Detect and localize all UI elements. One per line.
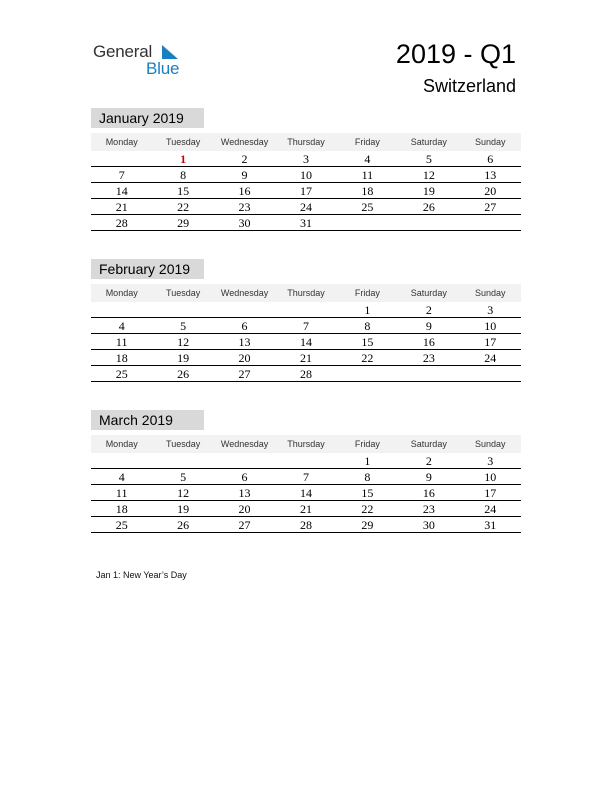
day-cell: 14	[115, 184, 128, 198]
day-cell	[91, 151, 152, 166]
weekday-header: Thursday	[287, 288, 325, 298]
day-cell: 10	[299, 168, 312, 182]
week-row	[91, 517, 521, 533]
day-cell: 29	[361, 518, 374, 532]
weekday-header: Wednesday	[220, 137, 269, 147]
week-row	[91, 350, 521, 366]
day-cell	[337, 366, 398, 381]
day-cell: 22	[361, 502, 374, 516]
generalblue-logo	[93, 42, 193, 78]
logo-text-general: General	[93, 42, 153, 61]
weekday-header: Tuesday	[166, 288, 201, 298]
day-cell: 20	[484, 184, 497, 198]
week-row	[91, 469, 521, 485]
day-cell: 4	[118, 319, 125, 333]
day-cell: 24	[299, 200, 312, 214]
day-cell: 21	[115, 200, 128, 214]
day-cell: 23	[422, 351, 435, 365]
holiday-notes	[96, 570, 187, 580]
day-cell: 7	[302, 470, 309, 484]
day-cell: 17	[484, 486, 497, 500]
day-cell: 6	[487, 152, 494, 166]
day-cell: 2	[425, 454, 432, 468]
day-cell: 27	[484, 200, 497, 214]
day-cell: 9	[425, 319, 432, 333]
weekday-header: Saturday	[410, 288, 447, 298]
page-title: 2019 - Q1	[395, 39, 516, 69]
day-cell	[337, 215, 398, 230]
day-cell: 8	[180, 168, 187, 182]
day-cell: 8	[364, 470, 371, 484]
day-cell	[398, 215, 459, 230]
week-row	[91, 183, 521, 199]
day-cell: 6	[241, 470, 248, 484]
day-cell: 25	[361, 200, 374, 214]
day-cell	[275, 302, 336, 317]
day-cell: 21	[299, 502, 312, 516]
day-cell	[152, 453, 213, 468]
day-cell: 15	[361, 486, 374, 500]
day-cell: 2	[241, 152, 248, 166]
day-cell: 12	[177, 486, 190, 500]
day-cell: 5	[180, 470, 187, 484]
day-cell: 18	[361, 184, 374, 198]
week-row	[91, 318, 521, 334]
weekday-header: Sunday	[474, 439, 506, 449]
day-cell: 27	[238, 367, 251, 381]
day-cell: 8	[364, 319, 371, 333]
day-cell: 16	[422, 335, 435, 349]
day-cell: 31	[484, 518, 497, 532]
day-cell	[275, 453, 336, 468]
logo-triangle-icon	[162, 45, 178, 59]
day-cell: 19	[422, 184, 435, 198]
month-label: January 2019	[91, 108, 204, 128]
day-cell: 30	[422, 518, 435, 532]
day-cell: 30	[238, 216, 251, 230]
weekday-header: Monday	[105, 137, 138, 147]
day-cell: 21	[299, 351, 312, 365]
day-cell: 9	[425, 470, 432, 484]
weekday-header: Monday	[105, 439, 138, 449]
day-cell: 12	[177, 335, 190, 349]
weekday-header: Friday	[354, 137, 380, 147]
day-cell: 19	[177, 502, 190, 516]
day-cell: 5	[180, 319, 187, 333]
day-cell: 13	[238, 486, 251, 500]
day-cell: 9	[241, 168, 248, 182]
day-cell: 27	[238, 518, 251, 532]
month-block-february	[91, 259, 521, 382]
day-cell: 26	[177, 518, 190, 532]
day-cell: 4	[118, 470, 125, 484]
weekday-header: Wednesday	[220, 439, 269, 449]
day-cell: 4	[364, 152, 371, 166]
day-cell: 26	[422, 200, 435, 214]
day-cell: 15	[361, 335, 374, 349]
day-cell: 13	[484, 168, 497, 182]
week-row	[91, 215, 521, 231]
weekday-header: Friday	[354, 439, 380, 449]
day-cell: 28	[299, 367, 312, 381]
day-cell: 1	[364, 303, 371, 317]
day-cell	[152, 302, 213, 317]
week-row	[91, 167, 521, 183]
day-cell: 26	[177, 367, 190, 381]
weekday-header: Wednesday	[220, 288, 269, 298]
day-cell: 17	[299, 184, 312, 198]
week-row	[91, 501, 521, 517]
weekday-header: Tuesday	[166, 439, 201, 449]
day-cell: 10	[484, 470, 497, 484]
weekday-header-row	[91, 284, 521, 302]
day-cell	[460, 215, 521, 230]
day-cell: 28	[115, 216, 128, 230]
weekday-header: Tuesday	[166, 137, 201, 147]
weekday-header: Sunday	[474, 137, 506, 147]
day-cell: 29	[177, 216, 190, 230]
day-cell: 11	[361, 168, 374, 182]
weekday-header: Saturday	[410, 137, 447, 147]
day-cell: 7	[118, 168, 125, 182]
day-cell: 12	[422, 168, 435, 182]
day-cell: 24	[484, 502, 497, 516]
day-cell: 3	[487, 303, 494, 317]
day-cell: 7	[302, 319, 309, 333]
week-row	[91, 151, 521, 167]
day-cell: 19	[177, 351, 190, 365]
day-cell: 14	[299, 486, 312, 500]
day-cell: 18	[115, 502, 128, 516]
month-block-march	[91, 410, 521, 533]
day-cell: 23	[238, 200, 251, 214]
logo-text-blue: Blue	[146, 59, 180, 78]
day-cell	[460, 366, 521, 381]
day-cell: 25	[115, 518, 128, 532]
day-cell: 16	[422, 486, 435, 500]
weekday-header: Thursday	[287, 137, 325, 147]
week-row	[91, 302, 521, 318]
day-cell: 22	[361, 351, 374, 365]
day-cell: 11	[115, 335, 128, 349]
weekday-header: Thursday	[287, 439, 325, 449]
weekday-header: Friday	[354, 288, 380, 298]
day-cell: 1	[180, 152, 187, 166]
month-block-january	[91, 108, 521, 231]
day-cell: 1	[364, 454, 371, 468]
day-cell: 13	[238, 335, 251, 349]
weekday-header: Sunday	[474, 288, 506, 298]
day-cell: 14	[299, 335, 312, 349]
weekday-header: Saturday	[410, 439, 447, 449]
day-cell: 5	[425, 152, 432, 166]
day-cell: 23	[422, 502, 435, 516]
day-cell	[214, 453, 275, 468]
day-cell: 2	[425, 303, 432, 317]
day-cell: 18	[115, 351, 128, 365]
day-cell: 17	[484, 335, 497, 349]
day-cell: 25	[115, 367, 128, 381]
day-cell: 3	[302, 152, 309, 166]
weekday-header-row	[91, 133, 521, 151]
day-cell	[214, 302, 275, 317]
day-cell: 28	[299, 518, 312, 532]
day-cell: 20	[238, 502, 251, 516]
holiday-note: Jan 1: New Year’s Day	[96, 570, 187, 580]
week-row	[91, 366, 521, 382]
weekday-header-row	[91, 435, 521, 453]
month-label: March 2019	[91, 410, 204, 430]
day-cell: 11	[115, 486, 128, 500]
week-row	[91, 334, 521, 350]
month-label: February 2019	[91, 259, 204, 279]
week-row	[91, 485, 521, 501]
weekday-header: Monday	[105, 288, 138, 298]
week-row	[91, 199, 521, 215]
day-cell: 15	[177, 184, 190, 198]
day-cell	[398, 366, 459, 381]
day-cell: 22	[177, 200, 190, 214]
day-cell: 6	[241, 319, 248, 333]
day-cell: 20	[238, 351, 251, 365]
day-cell: 10	[484, 319, 497, 333]
day-cell: 31	[299, 216, 312, 230]
day-cell	[91, 453, 152, 468]
week-row	[91, 453, 521, 469]
day-cell	[91, 302, 152, 317]
day-cell: 16	[238, 184, 251, 198]
day-cell: 24	[484, 351, 497, 365]
day-cell: 3	[487, 454, 494, 468]
country-name: Switzerland	[422, 76, 516, 96]
